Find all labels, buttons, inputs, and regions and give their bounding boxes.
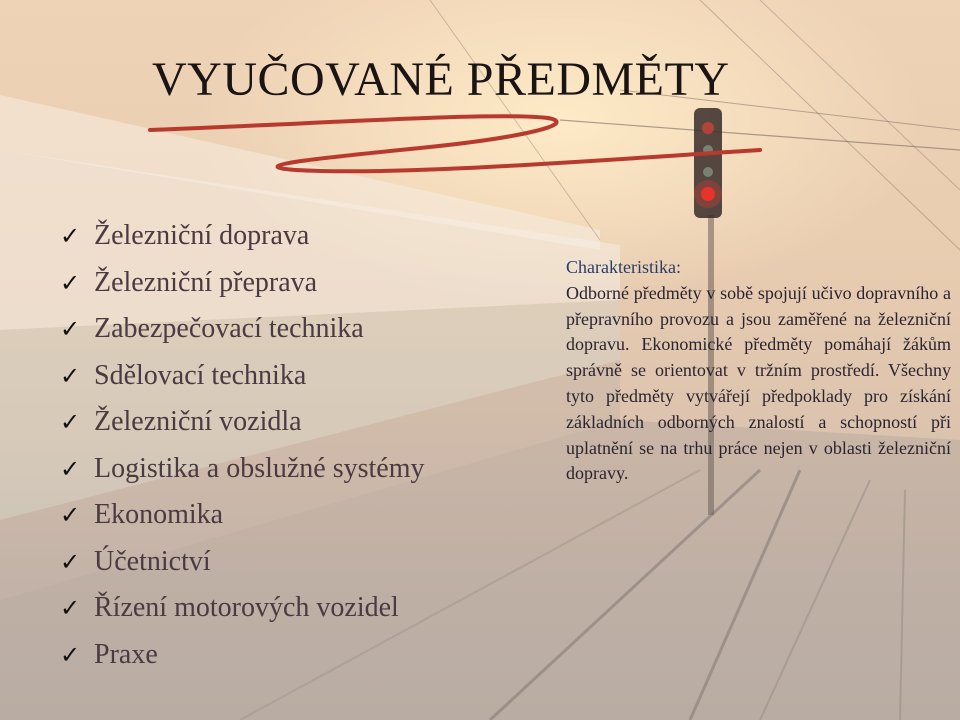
subject-label: Železniční doprava — [94, 220, 310, 252]
checkmark-icon: ✓ — [60, 594, 81, 623]
list-item — [60, 632, 425, 679]
list-item — [60, 213, 425, 260]
subject-label: Sdělovací technika — [94, 359, 307, 391]
list-item — [60, 446, 425, 493]
subject-label: Zabezpečovací technika — [94, 313, 364, 345]
list-item — [60, 539, 425, 586]
checkmark-icon: ✓ — [60, 501, 81, 530]
checkmark-icon: ✓ — [60, 315, 81, 344]
list-item — [60, 585, 425, 632]
subject-label: Železniční přeprava — [94, 266, 318, 298]
checkmark-icon: ✓ — [60, 408, 81, 437]
list-item — [60, 260, 425, 307]
subject-label: Logistika a obslužné systémy — [94, 452, 425, 484]
list-item — [60, 306, 425, 353]
characteristics-heading: Charakteristika: — [566, 257, 681, 277]
subject-label: Železniční vozidla — [94, 406, 302, 438]
checkmark-icon: ✓ — [60, 547, 81, 576]
subject-label: Ekonomika — [94, 499, 224, 531]
characteristics-text: Odborné předměty v sobě spojují učivo dopravního a přepravního provozu a jsou zaměřené na železniční dopravu. Ekonomické předměty pomáhají žákům správně se orientovat v tržním prostředí. Všechny tyto předměty vytvářejí předpoklady pro získání základních odborných znalostí a schopností při uplatnění se na trhu práce nejen v oblasti železniční dopravy. — [566, 282, 951, 484]
subject-label: Praxe — [94, 638, 158, 670]
characteristics-box — [566, 255, 951, 487]
subjects-list — [60, 213, 425, 678]
checkmark-icon: ✓ — [60, 454, 81, 483]
subject-label: Řízení motorových vozidel — [94, 592, 399, 624]
slide-title: VYUČOVANÉ PŘEDMĚTY — [152, 53, 730, 106]
checkmark-icon: ✓ — [60, 268, 81, 297]
checkmark-icon: ✓ — [60, 361, 81, 390]
list-item — [60, 492, 425, 539]
checkmark-icon: ✓ — [60, 640, 81, 669]
checkmark-icon: ✓ — [60, 222, 81, 251]
list-item — [60, 353, 425, 400]
subject-label: Účetnictví — [94, 545, 211, 577]
list-item — [60, 399, 425, 446]
